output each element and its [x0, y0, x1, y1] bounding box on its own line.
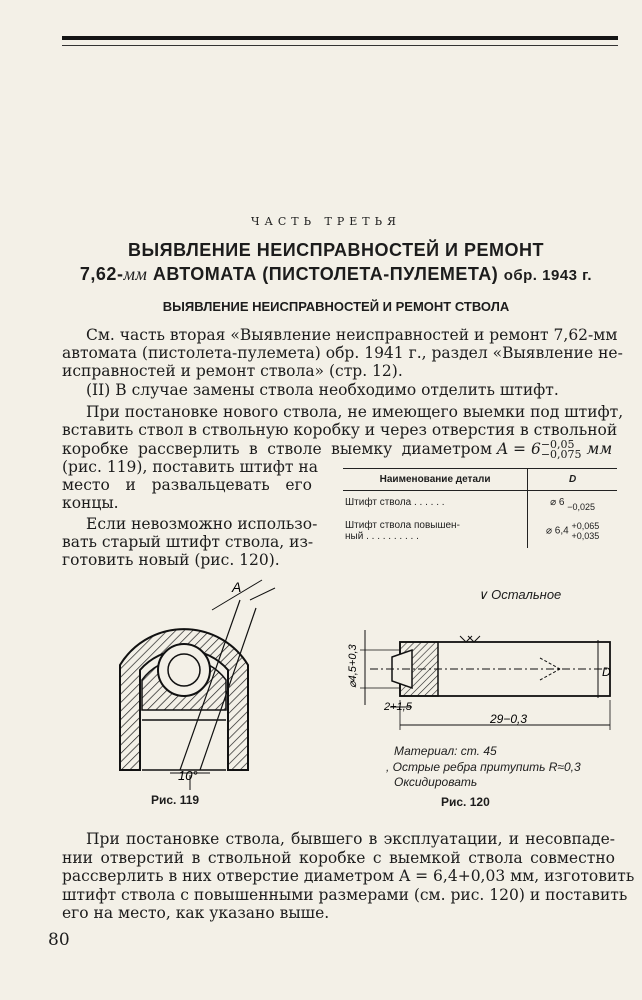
- table-col-name: Наименование детали: [343, 469, 528, 491]
- chapter-title-line2: 7,62-мм АВТОМАТА (ПИСТОЛЕТА-ПУЛЕМЕТА) обр. 1943 г.: [79, 264, 593, 284]
- table-cell-name: Штифт ствола . . . . . .: [345, 497, 445, 508]
- formula-tolerance: −0,05 −0,075: [540, 438, 582, 461]
- section-subtitle: ВЫЯВЛЕНИЕ НЕИСПРАВНОСТЕЙ И РЕМОНТ СТВОЛА: [162, 299, 510, 314]
- p2-line1: (II) В случае замены ствола необходимо отделить штифт.: [86, 381, 559, 399]
- fig119-angle: 10°: [178, 768, 198, 783]
- p1-line3: исправностей и ремонт ствола» (стр. 12).: [62, 362, 403, 380]
- page-number: 80: [48, 930, 70, 950]
- figure-119-drawing: [100, 570, 290, 800]
- fig120-surface-note: ∨ Остальное: [478, 587, 562, 602]
- p3-line5: место и развальцевать его: [62, 476, 312, 494]
- parts-table: [343, 468, 617, 548]
- table-row: [343, 514, 617, 548]
- fig120-note-edges: , Острые ребра притупить R≈0,3: [386, 760, 581, 774]
- fig120-dim-d45: ⌀4,5+0,3: [347, 644, 359, 688]
- table-row: [343, 491, 617, 515]
- table-cell-name: Штифт ствола повышен- ный . . . . . . . . . .: [345, 520, 460, 542]
- fig120-caption: Рис. 120: [441, 795, 490, 809]
- figure-120-drawing: [340, 610, 618, 740]
- fig120-dim-29: 29−0,3: [490, 712, 528, 726]
- p3-line2: вставить ствол в ствольную коробку и через отверстия в ствольной: [62, 421, 618, 439]
- p5-line3: рассверлить в них отверстие диаметром A = 6,4+0,03 мм, изготовить: [62, 867, 635, 885]
- fig120-note-oxidize: Оксидировать: [394, 775, 478, 789]
- top-rule-thin: [62, 45, 618, 46]
- table-cell-value: ⌀ 6,4 +0,065 +0,035: [528, 514, 617, 548]
- p4-line2: вать старый штифт ствола, из-: [62, 533, 314, 551]
- p5-line2: нии отверстий в ствольной коробке с выемкой ствола совместно: [62, 849, 615, 867]
- p5-line5: его на место, как указано выше.: [62, 904, 330, 922]
- fig119-label-a: A: [232, 579, 242, 595]
- p1-line1: См. часть вторая «Выявление неисправностей и ремонт 7,62-мм: [86, 326, 618, 344]
- fig119-caption: Рис. 119: [151, 793, 200, 807]
- p3-line4: (рис. 119), поставить штифт на: [62, 458, 318, 476]
- p4-line3: готовить новый (рис. 120).: [62, 551, 280, 569]
- fig120-dim-d: D: [602, 665, 611, 679]
- p3-line1: При постановке нового ствола, не имеющего выемки под штифт,: [86, 403, 624, 421]
- formula-a: A = 6: [496, 440, 541, 458]
- p3-line3: коробке рассверлить в стволе выемку диаметром A = 6−0,05 −0,075 мм: [62, 438, 613, 461]
- table-col-d: D: [528, 469, 617, 491]
- p5-line1: При постановке ствола, бывшего в эксплуатации, и несовпаде-: [86, 830, 615, 848]
- top-rule-thick: [62, 36, 618, 40]
- table-cell-value: ⌀ 6 −0,025: [528, 491, 617, 515]
- fig120-dim-2: 2+1,5: [384, 701, 412, 713]
- p5-line4: штифт ствола с повышенными размерами (см. рис. 120) и поставить: [62, 886, 628, 904]
- part-heading: ЧАСТЬ ТРЕТЬЯ: [251, 215, 401, 228]
- chapter-title-line1: ВЫЯВЛЕНИЕ НЕИСПРАВНОСТЕЙ И РЕМОНТ: [128, 240, 544, 260]
- p1-line2: автомата (пистолета-пулемета) обр. 1941 г., раздел «Выявление не-: [62, 344, 623, 362]
- p4-line1: Если невозможно использо-: [86, 515, 318, 533]
- p3-line6: концы.: [62, 494, 119, 512]
- table-header-row: [343, 469, 617, 491]
- fig120-note-material: Материал: ст. 45: [394, 744, 497, 758]
